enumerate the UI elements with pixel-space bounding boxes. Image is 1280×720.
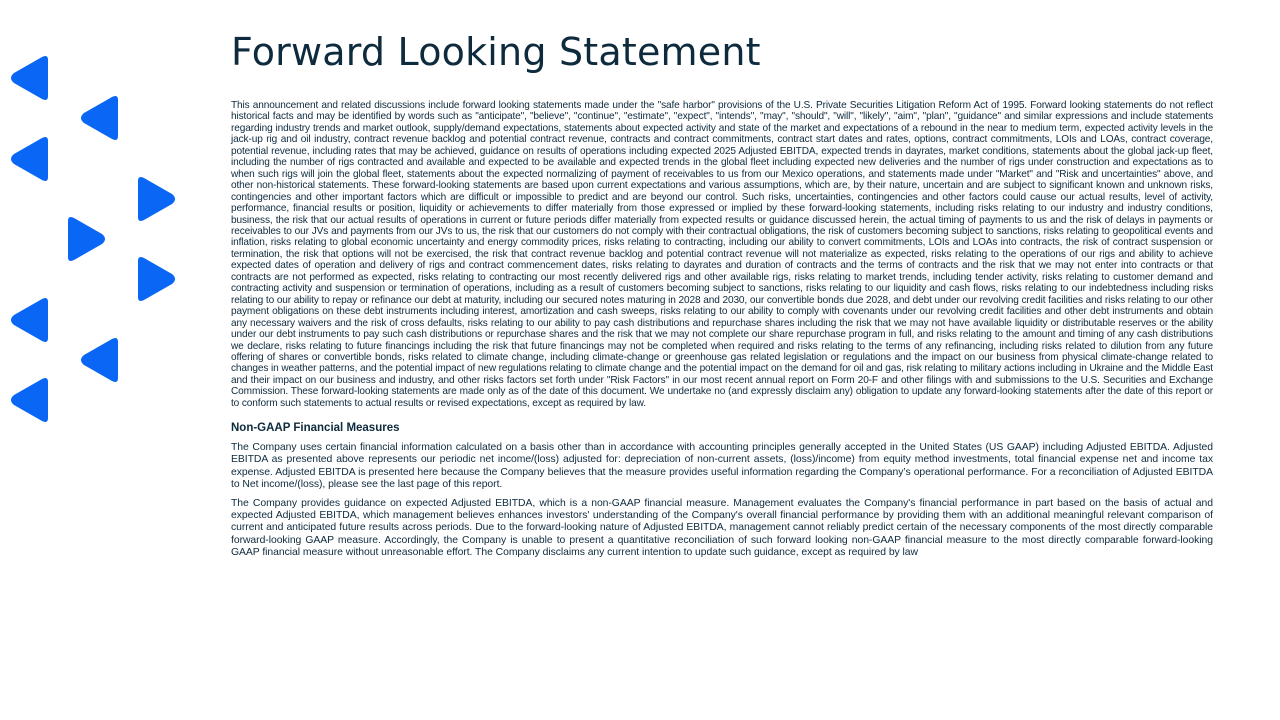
page-title: Forward Looking Statement — [231, 30, 761, 74]
non-gaap-heading: Non-GAAP Financial Measures — [231, 422, 400, 435]
non-gaap-paragraph-1: The Company uses certain financial information calculated on a basis other than in accordance with accounting principles generally accepted in the United States (US GAAP) including Adjusted EBITDA. Adjusted EBITDA as presented above represents our periodic net income/(loss) adjusted for: depreciation of non-current assets, (loss)/income) from equity method investments, total financial expense net and income tax expense. Adjusted EBITDA is presented here because the Company believes that the measure provides useful information regarding the Company’s operational performance. For a reconciliation of Adjusted EBITDA to Net income/(loss), please see the last page of this report. — [231, 442, 1213, 490]
triangle-left-icon — [8, 376, 52, 424]
triangle-left-icon — [8, 296, 52, 344]
triangle-right-icon — [64, 215, 108, 263]
non-gaap-paragraph-2: The Company provides guidance on expected Adjusted EBITDA, which is a non-GAAP financial measure. Management evaluates the Company's financial performance in part based on the basis of actual and expected Adjusted EBITDA, which management believes enhances investors' understanding of the Company's overall financial performance by providing them with an additional meaningful relevant comparison of current and anticipated future results across periods. Due to the forward-looking nature of Adjusted EBITDA, management cannot reliably predict certain of the necessary components of the most directly comparable forward-looking GAAP measure. Accordingly, the Company is unable to present a quantitative reconciliation of such forward looking non-GAAP financial measure to the most directly comparable forward-looking GAAP financial measure without unreasonable effort. The Company disclaims any current intention to update such guidance, except as required by law — [231, 498, 1213, 558]
document-body — [231, 100, 1213, 559]
triangle-left-icon — [8, 135, 52, 183]
triangle-left-icon — [78, 94, 122, 142]
triangle-right-icon — [134, 255, 178, 303]
triangle-left-icon — [78, 336, 122, 384]
forward-looking-paragraph: This announcement and related discussions include forward looking statements made under the "safe harbor" provisions of the U.S. Private Securities Litigation Reform Act of 1995. Forward looking statements do not reflect historical facts and may be identified by words such as "anticipate", "believe", "continue", "estimate", "expect", "intends", "may", "should", "will", "likely", "aim", "plan", "guidance" and similar expressions and include statements regarding industry trends and market outlook, supply/demand expectations, statements about expected activity and state of the market and expectations of a rebound in the near to medium term, expected activity levels in the jack-up rig and oil industry, contract revenue backlog and potential contract revenue, contracts and contract commitments, contract start dates and rates, options, contract commitments, LOIs and LOAs, contract coverage, potential revenue, including rates that may be achieved, guidance on results of operations including expected 2025 Adjusted EBITDA, expected trends in dayrates, market conditions, statements about the global jack-up fleet, including the number of rigs contracted and available and expected to be available and expected trends in the global fleet including expected new deliveries and the number of rigs under construction and expectations as to when such rigs will join the global fleet, statements about the expected normalizing of payment of receivables to us from our Mexico operations, and statements made under "Market" and "Risk and uncertainties" above, and other non-historical statements. These forward-looking statements are based upon current expectations and various assumptions, which are, by their nature, uncertain and are subject to significant known and unknown risks, contingencies and other important factors which are difficult or impossible to predict and are beyond our control. Such risks, uncertainties, contingencies and other factors could cause our actual results, level of activity, performance, financial results or position, liquidity or achievements to differ materially from those expressed or implied by these forward-looking statements, including risks relating to our industry and industry conditions, business, the risk that our actual results of operations in current or future periods differ materially from expected results or guidance discussed herein, the actual timing of payments to us and the risk of delays in payments or receivables to our JVs and payments from our JVs to us, the risk that our customers do not comply with their contractual obligations, the risk of customers becoming subject to sanctions, risks relating to geopolitical events and inflation, risks relating to global economic uncertainty and energy commodity prices, risks relating to contracting, including our ability to convert commitments, LOIs and LOAs into contracts, the risk of contract suspension or termination, the risk that options will not be exercised, the risk that contract revenue backlog and potential contract revenue will not materialize as expected, risks relating to the operations of our rigs and ability to achieve expected dates of operation and delivery of rigs and contract commencement dates, risks relating to dayrates and duration of contracts and the terms of contracts and the risk that we may not enter into contracts or that contracts are not performed as expected, risks relating to contracting our most recently delivered rigs and other available rigs, risks relating to market trends, including tender activity, risks relating to customer demand and contracting activity and suspension or termination of operations, including as a result of customers becoming subject to sanctions, risks relating to our liquidity and cash flows, risks relating to our indebtedness including risks relating to our ability to repay or refinance our debt at maturity, including our secured notes maturing in 2028 and 2030, our convertible bonds due 2028, and debt under our revolving credit facilities and risks relating to our other payment obligations on these debt instruments including interest, amortization and cash sweeps, risks relating to our ability to comply with covenants under our revolving credit facilities and other debt instruments and obtain any necessary waivers and the risk of cross defaults, risks relating to our ability to pay cash distributions and repurchase shares including the risk that we may not have available liquidity or distributable reserves or the ability under our debt instruments to pay such cash distributions or repurchase shares and the risk that we may not complete our share repurchase program in full, and risks relating to the amount and timing of any cash distributions we declare, risks relating to future financings including the risk that future financings may not be completed when required and risks relating to the terms of any refinancing, including risks related to dilution from any future offering of shares or convertible bonds, risks related to climate change, including climate-change or greenhouse gas related legislation or regulations and the impact on our business from physical climate-change related to changes in weather patterns, and the potential impact of new regulations relating to climate change and the potential impact on the demand for oil and gas, risk relating to military actions including in Ukraine and the Middle East and their impact on our business and industry, and other risks factors set forth under "Risk Factors" in our most recent annual report on Form 20-F and other filings with and submissions to the U.S. Securities and Exchange Commission. These forward-looking statements are made only as of the date of this document. We undertake no (and expressly disclaim any) obligation to update any forward-looking statements after the date of this report or to conform such statements to actual results or revised expectations, except as required by law. — [231, 100, 1213, 409]
triangle-left-icon — [8, 54, 52, 102]
triangle-right-icon — [134, 175, 178, 223]
decorative-triangle-pattern — [0, 40, 200, 440]
